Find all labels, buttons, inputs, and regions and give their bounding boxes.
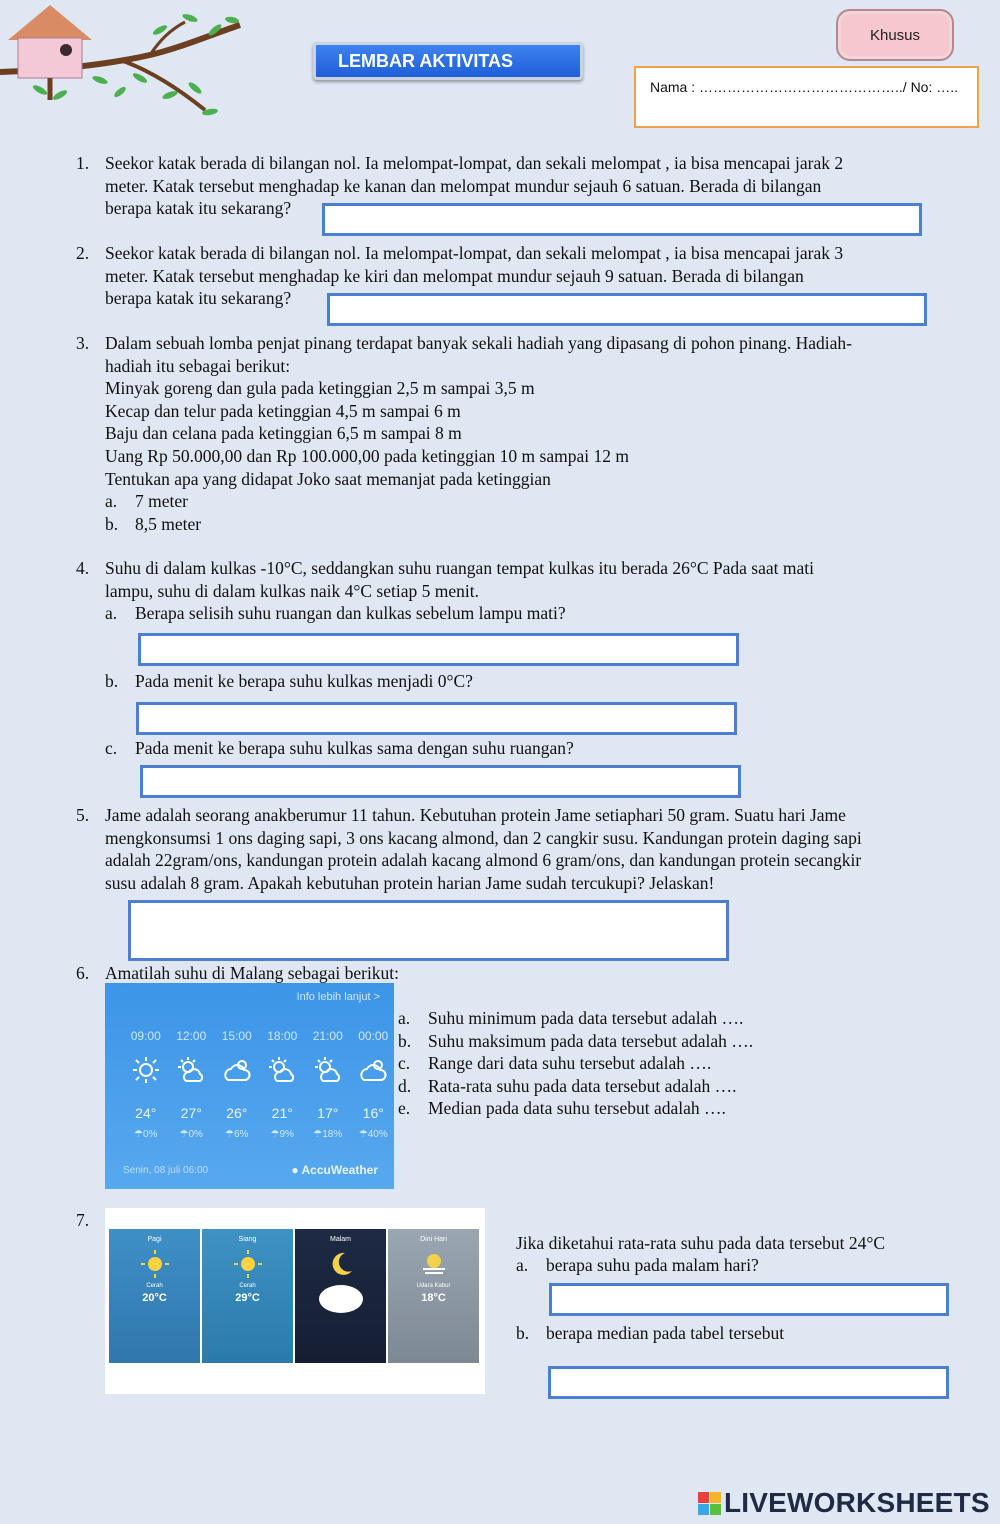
q3-line: Baju dan celana pada ketinggian 6,5 m sampai 8 m — [105, 423, 462, 444]
precip-value — [351, 1129, 397, 1140]
sub-text: Median pada data suhu tersebut adalah …. — [428, 1098, 726, 1119]
q3-line: Uang Rp 50.000,00 dan Rp 100.000,00 pada ketinggian 10 m sampai 12 m — [105, 445, 629, 466]
sun-icon — [123, 1055, 169, 1090]
panel-period: Dini Hari — [420, 1236, 447, 1243]
q2-answer-input[interactable] — [327, 293, 927, 326]
q1-answer-input[interactable] — [322, 203, 922, 236]
birdhouse-branch-illustration — [0, 0, 245, 120]
q2-line: meter. Katak tersebut menghadap ke kiri dan melompat mundur sejauh 9 satuan. Berada di bilangan — [105, 265, 804, 286]
q6b-question — [398, 1030, 753, 1053]
q2-line: berapa katak itu sekarang? — [105, 288, 292, 309]
weather-panel-siang — [202, 1229, 293, 1363]
q4c-answer-input[interactable] — [140, 765, 741, 798]
panel-condition: Udara Kabur — [416, 1283, 451, 1289]
sub-letter: e. — [398, 1098, 411, 1119]
q5-line: Jame adalah seorang anakberumur 11 tahun. Kebutuhan protein Jame setiaphari 50 gram. Suatu hari Jame — [105, 805, 846, 825]
sub-text: berapa suhu pada malam hari? — [546, 1255, 759, 1275]
q4-number: 4. — [76, 558, 90, 578]
panel-period: Siang — [238, 1236, 257, 1243]
sub-letter: a. — [398, 1008, 411, 1028]
sub-letter: b. — [105, 671, 119, 691]
q4b-answer-input[interactable] — [136, 702, 737, 735]
q3-line: Kecap dan telur pada ketinggian 4,5 m sampai 6 m — [105, 400, 461, 421]
sub-letter: c. — [105, 738, 118, 758]
q4c-question — [105, 737, 574, 760]
panel-temp: 29°C — [235, 1292, 260, 1304]
temp-value: 27° — [180, 1105, 202, 1121]
brand-name: AccuWeather — [301, 1163, 378, 1177]
q1-line: berapa katak itu sekarang? — [105, 198, 292, 219]
hour-label: 15:00 — [221, 1029, 252, 1043]
hour-label: 12:00 — [176, 1029, 207, 1043]
q3-line: hadiah itu sebagai berikut: — [105, 355, 291, 376]
option-text: 8,5 meter — [135, 513, 202, 534]
sub-text: Suhu maksimum pada data tersebut adalah …. — [428, 1030, 754, 1051]
q7-intro: Jika diketahui rata-rata suhu pada data tersebut 24°C — [516, 1233, 886, 1253]
q4a-answer-input[interactable] — [138, 633, 739, 666]
sub-letter: b. — [516, 1323, 530, 1343]
precip-text: 0% — [143, 1129, 158, 1140]
q1-number: 1. — [76, 153, 90, 173]
precip-value — [260, 1129, 306, 1140]
q2-number: 2. — [76, 243, 90, 263]
precip-value — [123, 1129, 169, 1140]
q3-option-a — [105, 490, 852, 513]
precip-value — [214, 1129, 260, 1140]
moon-icon — [295, 1249, 386, 1279]
option-text: 7 meter — [135, 491, 188, 512]
q3-line: Tentukan apa yang didapat Joko saat memanjat pada ketinggian — [105, 468, 551, 489]
precip-text: 9% — [279, 1129, 294, 1140]
sub-letter: a. — [105, 603, 118, 623]
temp-value: 21° — [271, 1105, 293, 1121]
cloud-icon — [214, 1055, 260, 1090]
umbrella-icon: ☂ — [225, 1129, 234, 1140]
q3-text — [105, 332, 852, 535]
precip-value — [169, 1129, 215, 1140]
sun-cloud-icon — [260, 1055, 306, 1090]
precip-text: 40% — [367, 1129, 388, 1140]
q5-text — [105, 804, 862, 894]
umbrella-icon: ☂ — [134, 1129, 143, 1140]
q4a-question — [105, 602, 566, 625]
panel-condition: Cerah — [146, 1283, 163, 1289]
sub-letter: a. — [516, 1255, 529, 1275]
temp-value: 16° — [362, 1105, 384, 1121]
q6d-question — [398, 1075, 753, 1098]
sub-letter: b. — [398, 1030, 412, 1051]
panel-condition: Cerah — [239, 1283, 256, 1289]
temp-value: 24° — [135, 1105, 157, 1121]
sub-text: Suhu minimum pada data tersebut adalah …. — [428, 1008, 744, 1028]
panel-period: Malam — [329, 1236, 351, 1243]
option-letter: b. — [105, 513, 119, 534]
precip-text: 18% — [322, 1129, 343, 1140]
sun-icon — [202, 1249, 293, 1279]
hour-label: 21:00 — [312, 1029, 343, 1043]
sub-text: berapa median pada tabel tersebut — [546, 1323, 785, 1343]
q3-line: Minyak goreng dan gula pada ketinggian 2,5 m sampai 3,5 m — [105, 378, 535, 399]
hour-label: 09:00 — [130, 1029, 161, 1043]
q7a-question — [516, 1254, 759, 1277]
hour-label: 18:00 — [267, 1029, 298, 1043]
panel-temp: 20°C — [142, 1292, 167, 1304]
q7-number: 7. — [76, 1210, 90, 1230]
q1-line: meter. Katak tersebut menghadap ke kanan dan melompat mundur sejauh 6 satuan. Berada di bilangan — [105, 175, 822, 196]
temp-value: 17° — [317, 1105, 339, 1121]
umbrella-icon: ☂ — [313, 1129, 323, 1140]
q6-subquestions — [398, 1007, 753, 1120]
umbrella-icon: ☂ — [358, 1129, 368, 1140]
q4-line: Suhu di dalam kulkas -10°C, seddangkan suhu ruangan tempat kulkas itu berada 26°C Pada saat mati — [105, 558, 814, 578]
sub-letter: c. — [398, 1053, 411, 1074]
cloud-icon — [351, 1055, 397, 1090]
worksheet-title-banner: LEMBAR AKTIVITAS — [313, 42, 583, 80]
q7a-answer-input[interactable] — [549, 1283, 949, 1316]
q3-number: 3. — [76, 333, 90, 353]
accuweather-logo — [291, 1163, 378, 1177]
q6e-question — [398, 1097, 753, 1120]
q5-answer-input[interactable] — [128, 900, 729, 961]
weather-panel-dini-hari — [388, 1229, 479, 1363]
cloud-blob-icon — [319, 1285, 363, 1313]
option-letter: a. — [105, 491, 118, 512]
q3-line: Dalam sebuah lomba penjat pinang terdapat banyak sekali hadiah yang dipasang di pohon pinang. Hadiah- — [105, 333, 852, 353]
panel-temp: 18°C — [421, 1292, 446, 1304]
q5-line: adalah 22gram/ons, kandungan protein adalah kacang almond 6 gram/ons, dan kandungan protein secangkir — [105, 850, 862, 871]
sun-cloud-icon — [305, 1055, 351, 1090]
more-info-link[interactable]: Info lebih lanjut > — [296, 991, 380, 1003]
logo-text: LIVEWORKSHEETS — [724, 1487, 990, 1518]
liveworksheets-logo — [698, 1487, 990, 1519]
sub-text: Pada menit ke berapa suhu kulkas sama dengan suhu ruangan? — [135, 738, 574, 758]
accuweather-forecast-widget — [105, 983, 394, 1189]
precip-text: 6% — [234, 1129, 249, 1140]
haze-moon-icon — [388, 1249, 479, 1279]
sub-text: Rata-rata suhu pada data tersebut adalah …. — [428, 1075, 737, 1096]
sub-text: Pada menit ke berapa suhu kulkas menjadi 0°C? — [135, 671, 473, 691]
q1-line: Seekor katak berada di bilangan nol. Ia melompat-lompat, dan sekali melompat , ia bisa mencapai jarak 2 — [105, 153, 844, 173]
precip-value — [305, 1129, 351, 1140]
brand-mark-icon: ● — [291, 1163, 299, 1177]
weather-panel-pagi — [109, 1229, 200, 1363]
sub-text: Berapa selisih suhu ruangan dan kulkas sebelum lampu mati? — [135, 603, 566, 623]
umbrella-icon: ☂ — [270, 1129, 280, 1140]
temp-value: 26° — [226, 1105, 248, 1121]
liveworksheets-mark-icon — [698, 1492, 721, 1515]
khusus-badge: Khusus — [836, 9, 954, 61]
q6-text: Amatilah suhu di Malang sebagai berikut: — [105, 963, 400, 983]
umbrella-icon: ☂ — [179, 1129, 189, 1140]
hour-label: 00:00 — [358, 1029, 389, 1043]
q6c-question — [398, 1052, 753, 1075]
q4-line: lampu, suhu di dalam kulkas naik 4°C setiap 5 menit. — [105, 580, 479, 601]
q3-option-b — [105, 513, 852, 536]
q7b-answer-input[interactable] — [548, 1366, 949, 1399]
panel-period: Pagi — [147, 1236, 162, 1243]
sun-icon — [109, 1249, 200, 1279]
q6a-question — [398, 1007, 753, 1030]
q5-line: mengkonsumsi 1 ons daging sapi, 3 ons kacang almond, dan 2 cangkir susu. Kandungan protein daging sapi — [105, 827, 862, 848]
precip-text: 0% — [188, 1129, 203, 1140]
q5-number: 5. — [76, 805, 90, 825]
sub-text: Range dari data suhu tersebut adalah …. — [428, 1053, 712, 1074]
q6-number: 6. — [76, 963, 90, 983]
q2-line: Seekor katak berada di bilangan nol. Ia melompat-lompat, dan sekali melompat , ia bisa mencapai jarak 3 — [105, 243, 844, 263]
q4b-question — [105, 670, 473, 693]
q7b-question — [516, 1322, 784, 1345]
widget-date: Senin, 08 juli 06:00 — [123, 1165, 209, 1176]
sub-letter: d. — [398, 1075, 412, 1096]
weather-panel-malam — [295, 1229, 386, 1363]
name-number-field[interactable]: Nama : ……………………………………../ No: ….. — [634, 66, 979, 128]
sun-cloud-icon — [169, 1055, 215, 1090]
q4-text — [105, 557, 814, 602]
q5-line: susu adalah 8 gram. Apakah kebutuhan protein harian Jame sudah tercukupi? Jelaskan! — [105, 872, 715, 893]
